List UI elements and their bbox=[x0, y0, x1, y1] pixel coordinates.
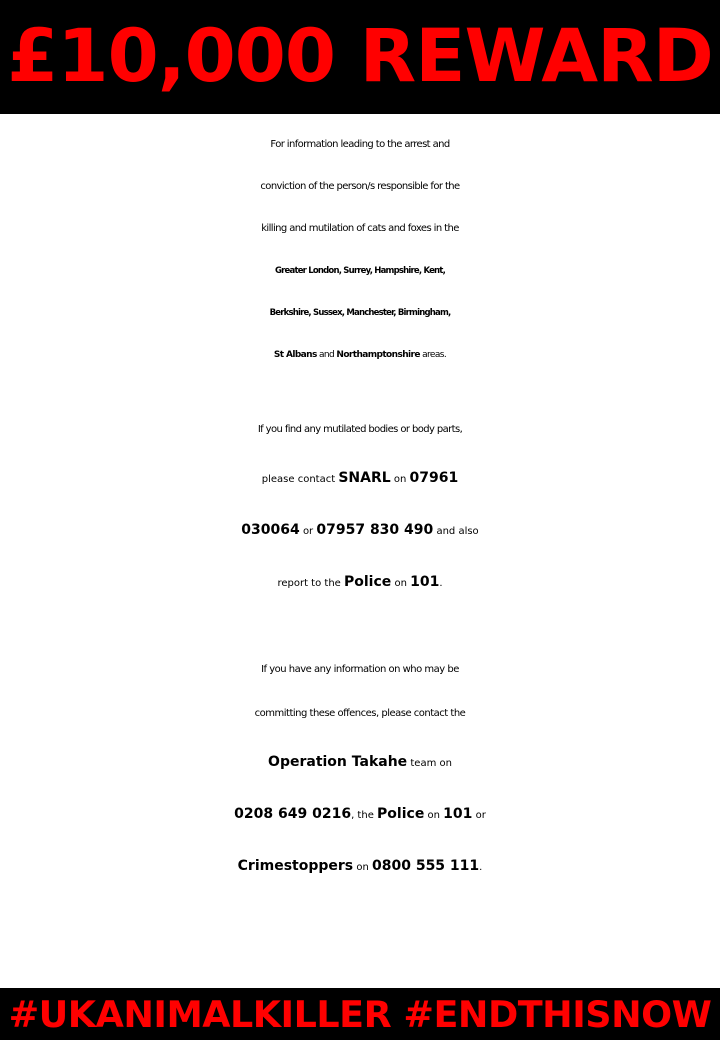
on-text: on bbox=[393, 474, 407, 485]
snarl-line-1: If you find any mutilated bodies or body parts, bbox=[257, 424, 463, 435]
and-also-text: and also bbox=[436, 526, 479, 537]
snarl-line-3 bbox=[0, 504, 720, 556]
area-st-albans: St Albans bbox=[273, 350, 317, 360]
period: . bbox=[439, 578, 443, 589]
takahe-line-1: If you have any information on who may be bbox=[261, 664, 459, 675]
snarl-phone-2: 07957 830 490 bbox=[316, 522, 434, 538]
police-number-2: 101 bbox=[443, 806, 473, 822]
police-label-2: Police bbox=[377, 806, 425, 822]
areas-list-2: Berkshire, Sussex, Manchester, Birmingham, bbox=[269, 308, 451, 318]
reward-headline: £10,000 REWARD bbox=[7, 14, 713, 100]
on-text-4: on bbox=[356, 862, 369, 873]
snarl-org: SNARL bbox=[338, 470, 391, 486]
police-number: 101 bbox=[410, 574, 440, 590]
police-label: Police bbox=[344, 574, 392, 590]
takahe-phone: 0208 649 0216 bbox=[234, 806, 352, 822]
reward-footnote bbox=[0, 920, 720, 950]
headline-banner bbox=[0, 0, 720, 114]
areas-line-3 bbox=[0, 334, 720, 376]
takahe-line-4 bbox=[0, 788, 720, 840]
team-on-text: team on bbox=[410, 758, 452, 769]
intro-line-2: conviction of the person/s responsible for the bbox=[260, 181, 460, 192]
snarl-line-4 bbox=[0, 556, 720, 608]
crimestoppers-phone: 0800 555 111 bbox=[371, 858, 480, 874]
intro-line-3: killing and mutilation of cats and foxes in the bbox=[261, 223, 459, 234]
intro-line-1: For information leading to the arrest and bbox=[270, 139, 450, 150]
snarl-phone-1b: 030064 bbox=[241, 522, 300, 538]
operation-takahe: Operation Takahe bbox=[268, 754, 408, 770]
on-text-3: on bbox=[427, 810, 440, 821]
area-northamptonshire: Northamptonshire bbox=[336, 350, 420, 360]
areas-line-2 bbox=[0, 292, 720, 334]
and-text: and bbox=[318, 350, 335, 360]
takahe-paragraph bbox=[0, 648, 720, 892]
areas-list-1: Greater London, Surrey, Hampshire, Kent, bbox=[274, 266, 446, 276]
areas-suffix: areas. bbox=[422, 350, 447, 360]
takahe-line-2: committing these offences, please contact the bbox=[254, 708, 466, 719]
crimestoppers-label: Crimestoppers bbox=[237, 858, 354, 874]
intro-paragraph bbox=[0, 124, 720, 376]
please-contact-text: please contact bbox=[261, 474, 336, 485]
snarl-phone-1a: 07961 bbox=[409, 470, 459, 486]
or-text-2: or bbox=[475, 810, 486, 821]
hashtag-banner bbox=[0, 988, 720, 1040]
report-to-the-text: report to the bbox=[277, 578, 341, 589]
takahe-line-5 bbox=[0, 840, 720, 892]
takahe-line-3 bbox=[0, 736, 720, 788]
snarl-line-2 bbox=[0, 452, 720, 504]
snarl-paragraph bbox=[0, 408, 720, 608]
period-2: . bbox=[479, 862, 483, 873]
hashtags: #UKANIMALKILLER #ENDTHISNOW bbox=[8, 992, 712, 1036]
on-text-2: on bbox=[394, 578, 407, 589]
or-text: or bbox=[302, 526, 314, 537]
areas-line-1 bbox=[0, 250, 720, 292]
comma-the-text: , the bbox=[351, 810, 374, 821]
